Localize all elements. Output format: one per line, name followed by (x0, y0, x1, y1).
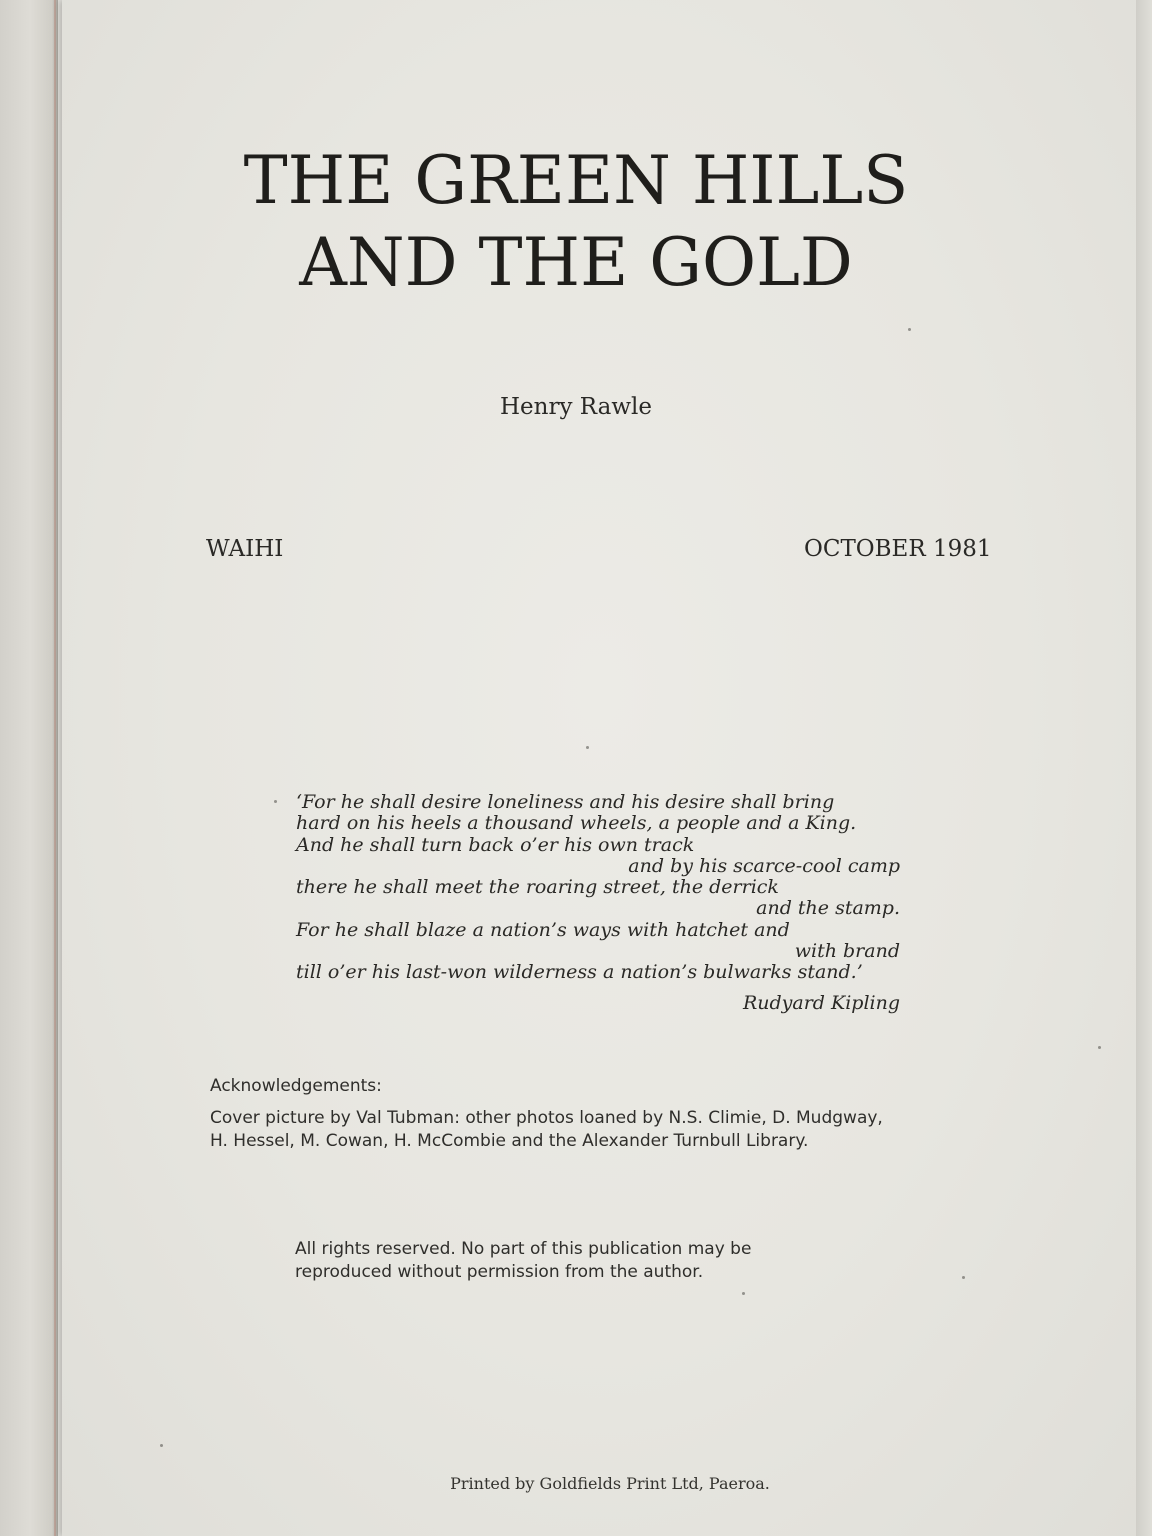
paper-speck (274, 800, 277, 803)
paper-speck (908, 328, 911, 331)
rights-line: reproduced without permission from the author. (295, 1262, 704, 1282)
acknowledgements-line: H. Hessel, M. Cowan, H. McCombie and the Alexander Turnbull Library. (210, 1131, 809, 1151)
poem-line: and by his scarce-cool camp (628, 854, 900, 877)
poem-line: For he shall blaze a nation’s ways with hatchet and (296, 918, 790, 941)
author-name: Henry Rawle (500, 394, 652, 420)
acknowledgements-text (210, 1107, 1030, 1153)
poem-line: there he shall meet the roaring street, the derrick (296, 876, 779, 899)
paper-speck (962, 1276, 965, 1279)
paper-speck (160, 1444, 163, 1447)
poem-line: And he shall turn back o’er his own track (296, 833, 695, 856)
poem-line: and the stamp. (756, 897, 900, 920)
poem-line: with brand (794, 940, 900, 963)
acknowledgements-heading: Acknowledgements: (210, 1076, 382, 1096)
book-title-line-1: THE GREEN HILLS (243, 142, 909, 219)
poem-attribution: Rudyard Kipling (742, 992, 900, 1014)
publication-date: OCTOBER 1981 (804, 536, 992, 562)
poem-line: ‘For he shall desire loneliness and his desire shall bring (296, 791, 835, 813)
acknowledgements-line: Cover picture by Val Tubman: other photos loaned by N.S. Climie, D. Mudgway, (210, 1108, 883, 1128)
epigraph-poem (296, 792, 900, 984)
rights-line: All rights reserved. No part of this publication may be (295, 1239, 752, 1259)
paper-speck (742, 1292, 745, 1295)
poem-line: till o’er his last-won wilderness a nation’s bulwarks stand.’ (296, 961, 863, 984)
book-title-line-2: AND THE GOLD (299, 224, 853, 301)
paper-speck (1098, 1046, 1101, 1049)
paper-speck (586, 746, 589, 749)
rights-notice (295, 1238, 915, 1284)
poem-line: hard on his heels a thousand wheels, a people and a King. (296, 812, 857, 835)
publication-place: WAIHI (206, 536, 284, 562)
printer-imprint: Printed by Goldfields Print Ltd, Paeroa. (450, 1474, 770, 1493)
